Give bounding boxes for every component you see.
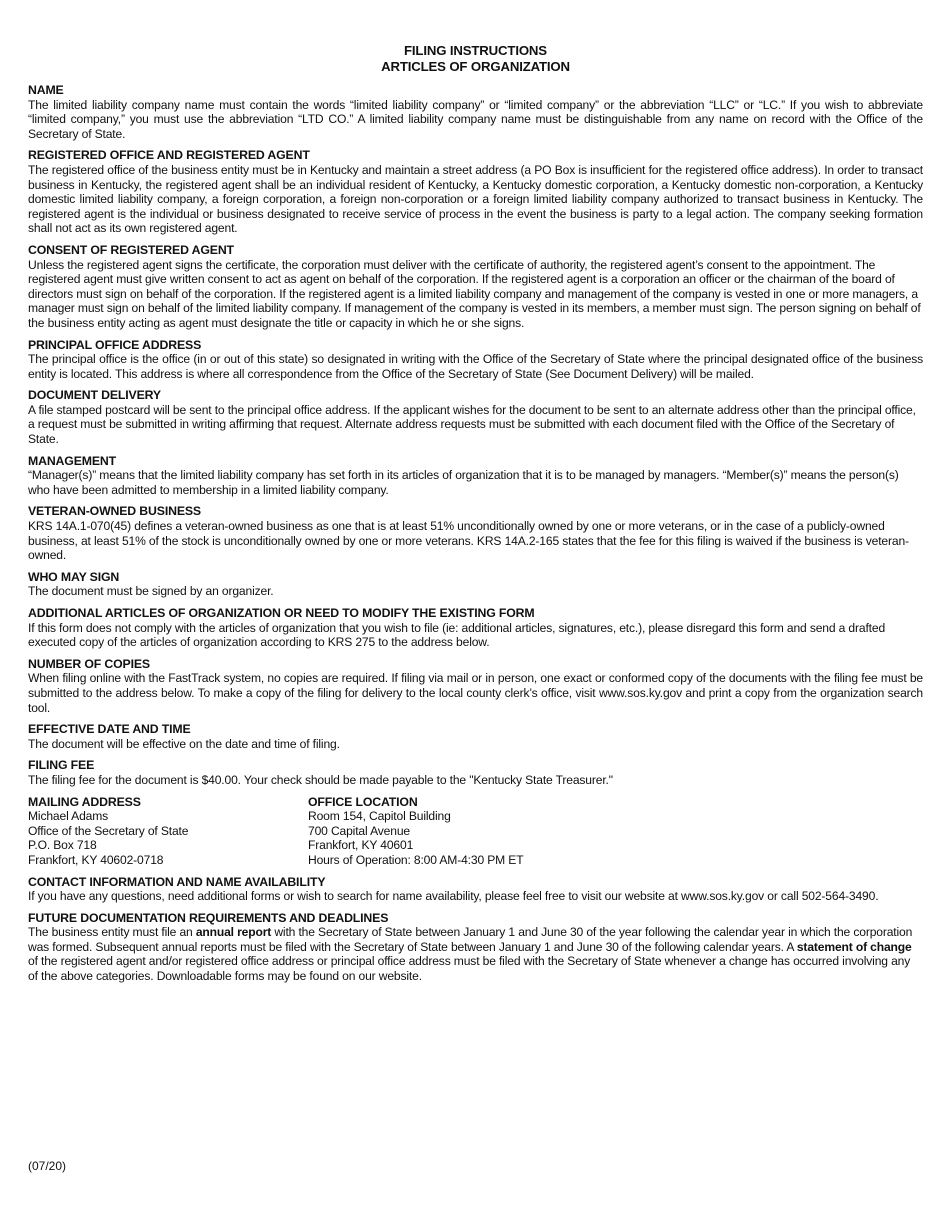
section-principal-office-address xyxy=(28,338,923,382)
section-body: KRS 14A.1-070(45) defines a veteran-owned business as one that is at least 51% unconditionally owned by one or more veterans, or in the case of a publicly-owned business, at least 51% of the stock is unconditionally owned by one or more veterans. KRS 14A.2-165 states that the fee for this filing is waived if the business is veteran-owned. xyxy=(28,519,909,563)
section-body: “Manager(s)” means that the limited liability company has set forth in its articles of organization that it is to be managed by managers. “Member(s)” means the person(s) who have been admitted to membership in a limited liability company. xyxy=(28,468,899,497)
section-filing-fee xyxy=(28,758,923,787)
section-heading: NUMBER OF COPIES xyxy=(28,656,150,671)
section-heading: DOCUMENT DELIVERY xyxy=(28,388,161,403)
title-line-2: ARTICLES OF ORGANIZATION xyxy=(381,59,570,74)
section-contact xyxy=(28,875,923,904)
office-line: Hours of Operation: 8:00 AM-4:30 PM ET xyxy=(308,852,524,867)
office-line: 700 Capital Avenue xyxy=(308,823,410,838)
section-effective-date-and-time xyxy=(28,722,923,751)
section-document-delivery xyxy=(28,388,923,446)
annual-report-term: annual report xyxy=(195,925,272,940)
office-location-heading: OFFICE LOCATION xyxy=(308,794,418,809)
section-body: The principal office is the office (in or out of this state) so designated in writing with the Office of the Secretary of State where the principal designated office of the business entity is located. This address is where all correspondence from the Office of the Secretary of State (See Document Delivery) will be mailed. xyxy=(28,352,923,381)
mailing-line: Michael Adams xyxy=(28,809,109,824)
mailing-address xyxy=(28,795,308,868)
section-body: The registered office of the business entity must be in Kentucky and maintain a street address (a PO Box is insufficient for the registered office address). In order to transact business in Kentucky, the registered agent shall be an individual resident of Kentucky, a Kentucky domestic corporation, a Kentucky domestic non-corporation, a Kentucky domestic limited liability company, a foreign corporation, a foreign non-corporation or a foreign limited liability company authorized to transact business in Kentucky. The registered agent is the individual or business designated to receive service of process in the event the business is party to a legal action. The company seeking formation shall not act as its own registered agent. xyxy=(28,162,923,236)
section-heading: NAME xyxy=(28,83,64,97)
office-line: Frankfort, KY 40601 xyxy=(308,838,414,853)
section-who-may-sign xyxy=(28,570,923,599)
text: of the registered agent and/or registered office address or principal office address must be filed with the Secretary of State whenever a change has occurred involving any of the above categories. Downloadable forms may be found on our website. xyxy=(28,954,911,984)
section-heading: CONTACT INFORMATION AND NAME AVAILABILITY xyxy=(28,874,326,889)
section-body: Unless the registered agent signs the certificate, the corporation must deliver with the certificate of authority, the registered agent’s consent to the appointment. The registered agent must give written consent to act as agent on behalf of the corporation. If the registered agent is a corporation an officer or the chairman of the board of directors must sign on behalf of the corporation. If the registered agent is a limited liability company and management of the company is vested in one or more managers, a manager must sign on behalf of the limited liability company. If management of the company is vested in its members, a member must sign. The person signing on behalf of the business entity acting as agent must designate the title or capacity in which he or she signs. xyxy=(28,257,921,330)
section-body: If this form does not comply with the articles of organization that you wish to file (ie: additional articles, signatures, etc.), please disregard this form and send a drafted executed copy of the articles of organization according to KRS 275 to the address below. xyxy=(28,620,886,650)
office-line: Room 154, Capitol Building xyxy=(308,809,451,824)
section-registered-office-and-registered-agent xyxy=(28,148,923,236)
section-heading: MANAGEMENT xyxy=(28,453,116,468)
title-line-1: FILING INSTRUCTIONS xyxy=(404,43,547,58)
section-heading: CONSENT OF REGISTERED AGENT xyxy=(28,242,234,257)
statement-of-change-term: statement of change xyxy=(796,939,912,954)
section-body: The document will be effective on the date and time of filing. xyxy=(28,736,340,751)
section-heading: PRINCIPAL OFFICE ADDRESS xyxy=(28,337,202,352)
section-heading: FILING FEE xyxy=(28,758,95,773)
section-future-requirements xyxy=(28,911,923,984)
section-heading: ADDITIONAL ARTICLES OF ORGANIZATION OR NEED TO MODIFY THE EXISTING FORM xyxy=(28,606,535,620)
section-name xyxy=(28,83,923,141)
section-body: The limited liability company name must contain the words “limited liability company” or “limited company” or the abbreviation “LLC” or “LC.” If you wish to abbreviate “limited company,” you must use the abbreviation “LTD CO.” A limited liability company name must be distinguishable from any name on record with the Office of the Secretary of State. xyxy=(28,97,923,141)
section-body: A file stamped postcard will be sent to the principal office address. If the applicant wishes for the document to be sent to an alternate address other than the principal office, a request must be submitted in writing affirming that request. Alternate address requests must be submitted with each document filed with the Office of the Secretary of State. xyxy=(28,402,916,447)
mailing-line: Frankfort, KY 40602-0718 xyxy=(28,852,164,867)
office-location xyxy=(308,795,588,868)
addresses xyxy=(28,795,923,868)
section-veteran-owned-business xyxy=(28,504,923,562)
section-body: The document must be signed by an organizer. xyxy=(28,584,274,599)
section-heading: VETERAN-OWNED BUSINESS xyxy=(28,504,201,519)
text: with the Secretary of State between January 1 and June 30 of the year following the calendar year in which the corporation was formed. Subsequent annual reports must be filed with the Secretary of State between January 1 and June 30 of the following calendar years. A xyxy=(28,925,913,954)
section-heading: REGISTERED OFFICE AND REGISTERED AGENT xyxy=(28,148,310,163)
section-number-of-copies xyxy=(28,657,923,715)
section-additional-articles-of-organization-or-need-to-modify-the-existing-form xyxy=(28,606,923,650)
section-heading: EFFECTIVE DATE AND TIME xyxy=(28,722,191,737)
document-title xyxy=(28,43,923,75)
section-heading: FUTURE DOCUMENTATION REQUIREMENTS AND DEADLINES xyxy=(28,910,389,925)
revision-date: (07/20) xyxy=(28,1159,67,1173)
document-page xyxy=(28,43,923,991)
mailing-line: P.O. Box 718 xyxy=(28,838,97,853)
mailing-line: Office of the Secretary of State xyxy=(28,823,189,838)
section-body: The filing fee for the document is $40.00. Your check should be made payable to the "Kentucky State Treasurer." xyxy=(28,772,613,787)
mailing-address-heading: MAILING ADDRESS xyxy=(28,794,141,809)
section-body xyxy=(28,925,923,983)
text: The business entity must file an xyxy=(28,925,196,940)
section-heading: WHO MAY SIGN xyxy=(28,569,120,584)
section-consent-of-registered-agent xyxy=(28,243,923,331)
section-management xyxy=(28,454,923,498)
section-body: If you have any questions, need additional forms or wish to search for name availability, please feel free to visit our website at www.sos.ky.gov or call 502-564-3490. xyxy=(28,889,879,904)
section-body: When filing online with the FastTrack system, no copies are required. If filing via mail or in person, one exact or conformed copy of the documents with the filing fee must be submitted to the address below. To make a copy of the filing for delivery to the local county clerk’s office, visit www.sos.ky.gov and print a copy from the organization search tool. xyxy=(28,671,923,715)
